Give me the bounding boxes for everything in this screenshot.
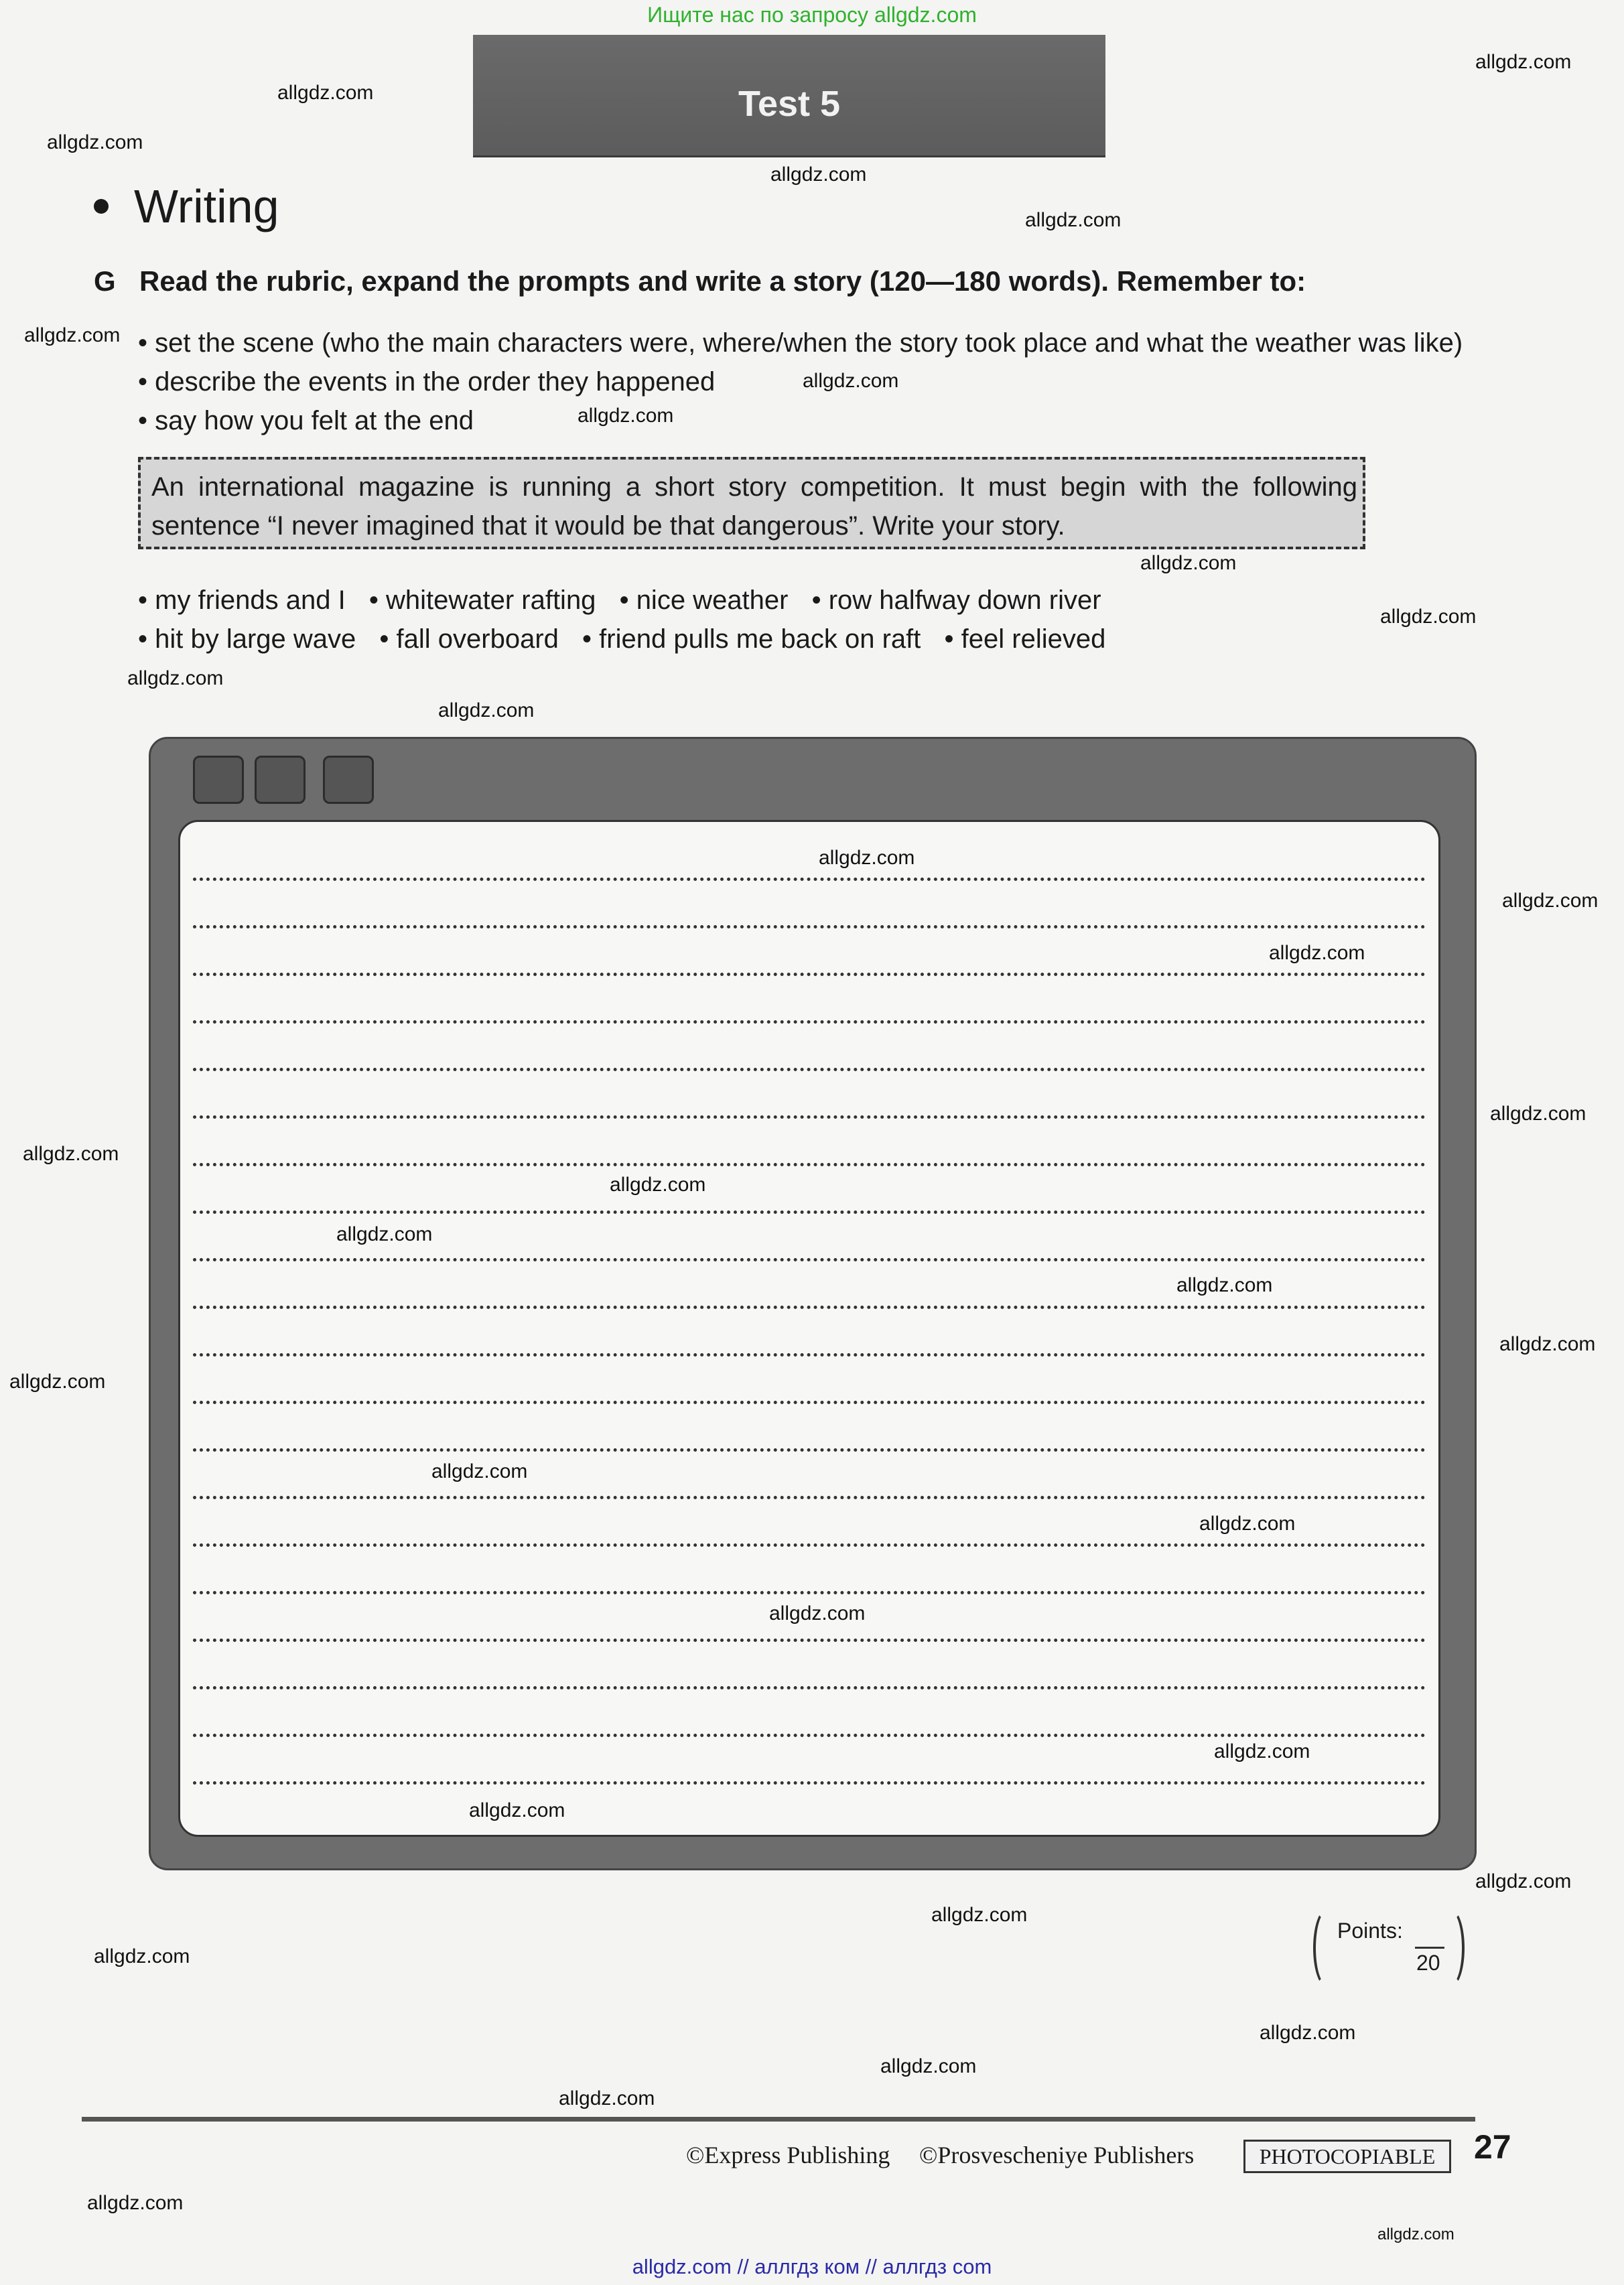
frame-button-1 (193, 756, 244, 804)
writing-line[interactable] (193, 1639, 1426, 1642)
watermark: allgdz.com (1199, 1513, 1296, 1535)
reminder-item: • describe the events in the order they happened (138, 367, 715, 397)
watermark: allgdz.com (1269, 942, 1365, 964)
cue-item: • row halfway down river (812, 585, 1101, 615)
watermark: allgdz.com (819, 847, 915, 869)
writing-line[interactable] (193, 1781, 1426, 1785)
writing-line[interactable] (193, 1115, 1426, 1119)
writing-line[interactable] (193, 1543, 1426, 1547)
watermark: allgdz.com (769, 1602, 866, 1624)
cue-item: • feel relieved (945, 624, 1106, 654)
task-letter: G (94, 265, 116, 297)
writing-line[interactable] (193, 1020, 1426, 1024)
watermark: allgdz.com (1499, 1333, 1596, 1355)
points-max: 20 (1416, 1951, 1440, 1975)
prompt-text: An international magazine is running a short story competition. It must begin with the following sentence “I never imagined that it would be that dangerous”. Write your story. (151, 472, 1357, 541)
watermark: allgdz.com (931, 1904, 1028, 1926)
cue-item: • fall overboard (379, 624, 559, 654)
writing-line[interactable] (193, 1686, 1426, 1689)
page-number: 27 (1474, 2128, 1511, 2166)
points-label: Points: (1337, 1919, 1403, 1943)
writing-line[interactable] (193, 1258, 1426, 1261)
footer-publisher-1: ©Express Publishing (686, 2142, 890, 2168)
frame-button-3 (323, 756, 374, 804)
test-title: Test 5 (738, 84, 841, 124)
watermark: allgdz.com (578, 405, 674, 427)
watermark: allgdz.com (24, 324, 121, 346)
reminder-item: • set the scene (who the main characters were, where/when the story took place and what the weather was like) (138, 328, 1463, 358)
writing-line[interactable] (193, 1306, 1426, 1309)
writing-line[interactable] (193, 1353, 1426, 1357)
bullet-icon (94, 199, 109, 214)
photocopiable-label: PHOTOCOPIABLE (1243, 2140, 1451, 2173)
writing-line[interactable] (193, 1401, 1426, 1404)
writing-line[interactable] (193, 973, 1426, 976)
paren-left (1313, 1909, 1340, 1987)
cue-item: • hit by large wave (138, 624, 356, 654)
writing-line[interactable] (193, 1068, 1426, 1071)
points-box (1313, 1909, 1474, 1990)
watermark: allgdz.com (87, 2192, 184, 2214)
task-instruction-text: Read the rubric, expand the prompts and write a story (120—180 words). Remember to: (139, 265, 1306, 297)
top-banner-link[interactable]: Ищите нас по запросу allgdz.com (647, 3, 977, 27)
watermark: allgdz.com (1380, 606, 1477, 628)
watermark: allgdz.com (1025, 209, 1122, 231)
watermark: allgdz.com (770, 163, 867, 186)
watermark: allgdz.com (1140, 552, 1237, 574)
watermark: allgdz.com (438, 699, 535, 721)
watermark: allgdz.com (559, 2087, 655, 2109)
watermark: allgdz.com (94, 1945, 190, 1967)
cue-item: • my friends and I (138, 585, 346, 615)
watermark: allgdz.com (9, 1371, 106, 1393)
watermark: allgdz.com (803, 370, 899, 392)
watermark: allgdz.com (1260, 2022, 1356, 2044)
writing-line[interactable] (193, 1163, 1426, 1166)
cue-item: • whitewater rafting (369, 585, 596, 615)
writing-line[interactable] (193, 1496, 1426, 1499)
writing-line[interactable] (193, 878, 1426, 881)
frame-button-2 (255, 756, 306, 804)
watermark: allgdz.com (127, 667, 224, 689)
watermark: allgdz.com (23, 1143, 119, 1165)
writing-line[interactable] (193, 1448, 1426, 1452)
task-instruction (94, 265, 1306, 297)
cues-row-2 (138, 624, 1122, 654)
section-title-text: Writing (134, 180, 279, 232)
watermark: allgdz.com (1377, 2225, 1454, 2243)
watermark: allgdz.com (277, 82, 374, 104)
watermark: allgdz.com (1490, 1103, 1586, 1125)
watermark: allgdz.com (1502, 890, 1599, 912)
paren-right (1438, 1909, 1465, 1987)
writing-line[interactable] (193, 1210, 1426, 1214)
cue-item: • friend pulls me back on raft (582, 624, 921, 654)
writing-line[interactable] (193, 925, 1426, 928)
writing-line[interactable] (193, 1591, 1426, 1594)
watermark: allgdz.com (1475, 51, 1572, 73)
writing-line[interactable] (193, 1734, 1426, 1737)
watermark: allgdz.com (610, 1174, 706, 1196)
watermark: allgdz.com (336, 1223, 433, 1245)
watermark: allgdz.com (1214, 1740, 1310, 1762)
watermark: allgdz.com (47, 131, 143, 153)
watermark: allgdz.com (469, 1799, 565, 1821)
cues-row-1 (138, 585, 1118, 616)
watermark: allgdz.com (880, 2055, 977, 2077)
bottom-banner-link[interactable]: allgdz.com // аллгдз ком // аллгдз com (632, 2255, 992, 2278)
footer-rule (82, 2117, 1475, 2122)
cue-item: • nice weather (620, 585, 789, 615)
watermark: allgdz.com (1176, 1274, 1273, 1296)
watermark: allgdz.com (431, 1460, 528, 1482)
section-title (94, 180, 279, 233)
watermark: allgdz.com (1475, 1870, 1572, 1892)
footer-publisher-2: ©Prosvescheniye Publishers (919, 2142, 1195, 2168)
reminder-item: • say how you felt at the end (138, 406, 474, 436)
